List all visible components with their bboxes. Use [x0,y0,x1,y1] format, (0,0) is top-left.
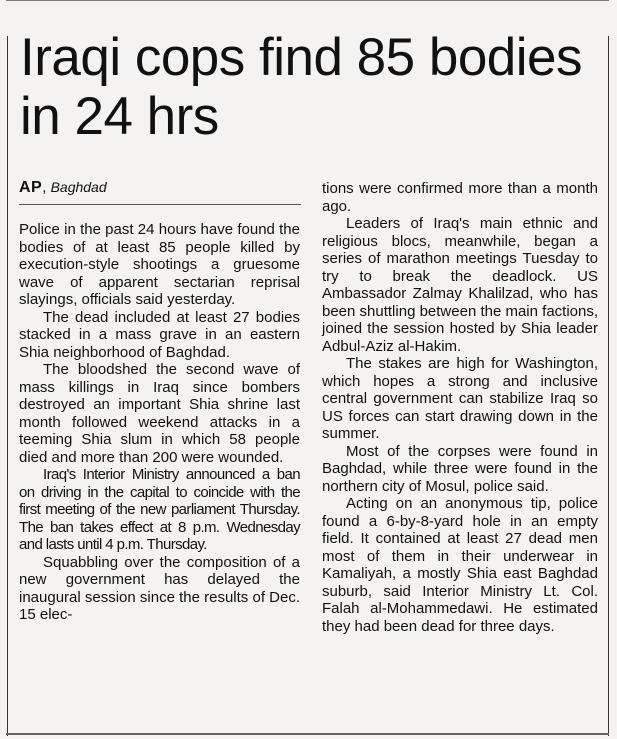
byline-place: Baghdad [50,179,107,195]
top-border [6,0,609,1]
byline-agency: AP [19,179,43,196]
byline-rule [19,204,301,205]
paragraph: The stakes are high for Washington, which hopes a strong and inclusive central government can stabilize Iraq so US forces can start drawing down in the summer. [322,355,598,442]
article-column-2 [322,180,598,635]
paragraph: Iraq's Interior Ministry announced a ban on driving in the capital to coincide with the first meeting of the new parliament Thursday. The ban takes effect at 8 p.m. Wednesday and lasts until 4 p.m. Thursday. [19,466,300,553]
bottom-border [6,733,609,735]
paragraph: tions were confirmed more than a month ago. [322,180,598,215]
paragraph: Police in the past 24 hours have found the bodies of at least 85 people killed by execution-style shootings a gruesome wave of apparent sectarian reprisal slayings, officials said yesterday. [19,221,300,308]
byline: AP, Baghdad [19,179,107,196]
paragraph: The bloodshed the second wave of mass killings in Iraq since bombers destroyed an important Shia shrine last month followed weekend attacks in a teeming Shia slum in which 58 people died and more than 200 were wounded. [19,361,300,466]
paragraph: The dead included at least 27 bodies stacked in a mass grave in an eastern Shia neighborhood of Baghdad. [19,308,300,361]
paragraph: Leaders of Iraq's main ethnic and religious blocs, meanwhile, began a series of marathon meetings Tuesday to try to break the deadlock. US Ambassador Zalmay Khalilzad, who has been shuttling between the main factions, joined the session hosted by Shia leader Adbul-Aziz al-Hakim. [322,215,599,355]
paragraph: Acting on an anonymous tip, police found a 6-by-8-yard hole in an empty field. It contained at least 27 dead men most of them in their underwear in Kamaliyah, a mostly Shia east Baghdad suburb, said Interior Ministry Lt. Col. Falah al-Mohammedawi. He estimated they had been dead for three days. [322,495,598,635]
article-column-1 [19,221,300,624]
paragraph: Most of the corpses were found in Baghdad, while three were found in the northern city of Mosul, police said. [322,442,598,495]
left-column-rule [7,36,8,736]
paragraph: Squabbling over the composition of a new government has delayed the inaugural session since the results of Dec. 15 elec- [19,553,300,623]
right-column-rule [608,36,609,736]
headline: Iraqi cops find 85 bodies in 24 hrs [20,28,583,146]
